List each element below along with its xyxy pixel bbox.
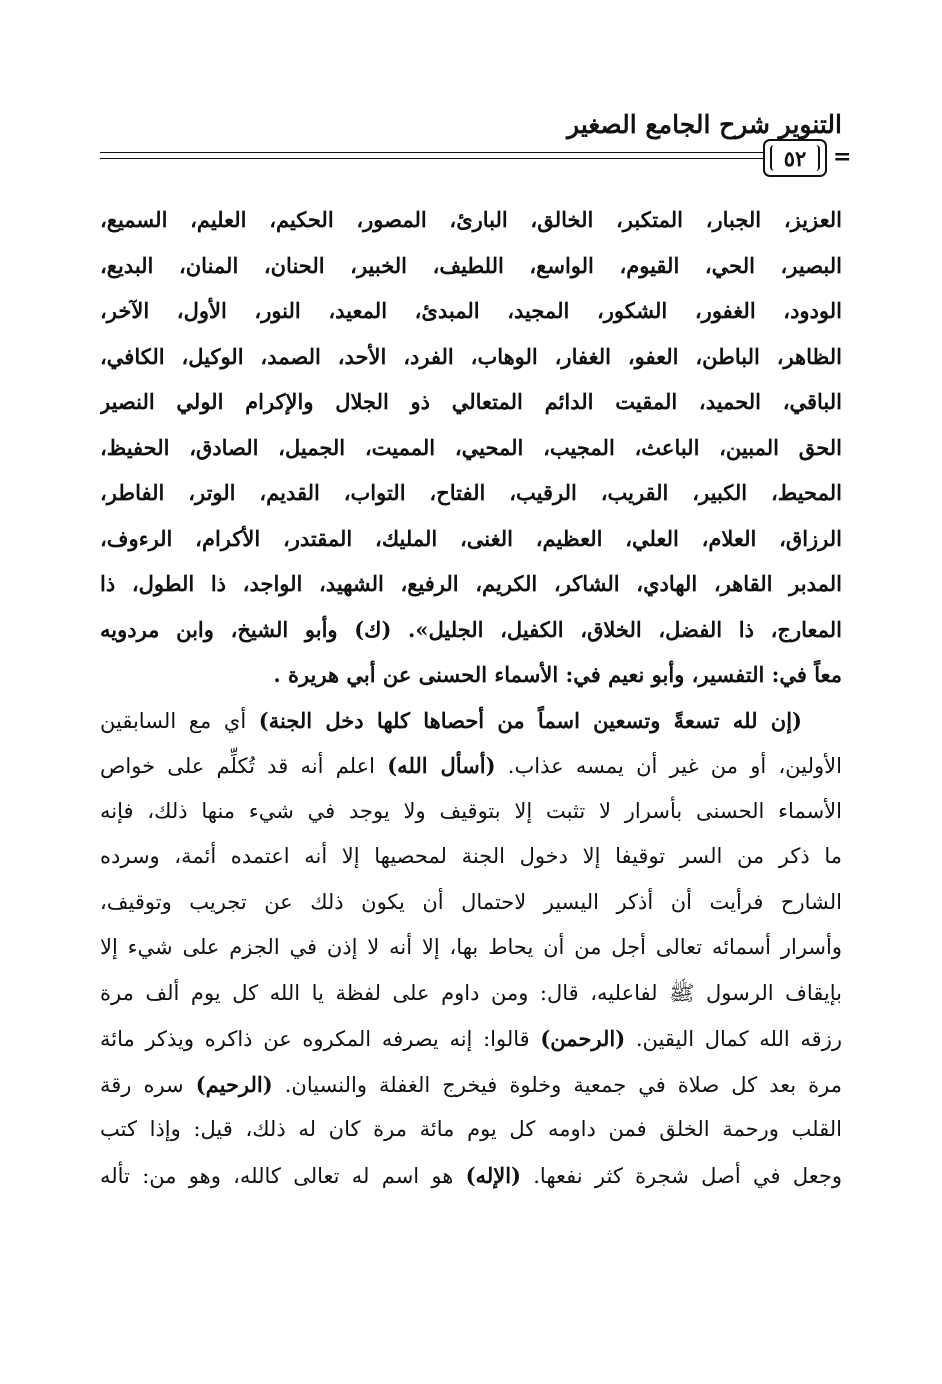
hadith-quote: (إن لله تسعةً وتسعين اسماً من أحصاها كلها دخل الجنة) xyxy=(258,707,802,733)
text-line: الودود، الغفور، الشكور، المجيد، المبدئ، المعيد، النور، الأول، الآخر، xyxy=(100,298,842,323)
text-line xyxy=(100,1062,842,1108)
text-line: الشارح فرأيت أن أذكر اليسير لاحتمال أن يكون ذلك عن تجريب وتوقيف، xyxy=(100,889,842,914)
text-line xyxy=(100,743,842,789)
page-body xyxy=(100,197,842,1198)
text-line: الباقي، الحميد، المقيت الدائم المتعالي ذو الجلال والإكرام الولي النصير xyxy=(100,389,842,414)
page-header xyxy=(100,108,852,188)
text-line: الأسماء الحسنى بأسرار لا تثبت إلا بتوقيف ولا يوجد في شيء منها ذلك، فإنه xyxy=(100,798,842,823)
name-heading: (الرحيم) xyxy=(195,1071,273,1097)
text-segment: وجعل في أصل شجرة كثر نفعها. xyxy=(520,1163,842,1188)
text-line: بإيقاف الرسول ﷺ لفاعليه، قال: ومن داوم على لفظة يا الله كل يوم ألف مرة xyxy=(100,980,842,1005)
text-line xyxy=(100,1153,842,1199)
header-rule-upper xyxy=(100,152,763,153)
text-line: معاً في: التفسير، وأبو نعيم في: الأسماء الحسنى عن أبي هريرة . xyxy=(273,662,842,687)
text-line: البصير، الحي، القيوم، الواسع، اللطيف، الخبير، الحنان، المنان، البديع، xyxy=(100,252,842,278)
name-heading: (الرحمن) xyxy=(540,1026,626,1051)
name-heading: (أسأل الله) xyxy=(387,753,496,778)
text-line: وأسرار أسمائه تعالى أجل من أن يحاط بها، إلا أنه لا إذن في الجزم على شيء إلا xyxy=(100,935,842,959)
text-segment: الأولين، أو من غير أن يمسه عذاب. xyxy=(495,754,842,778)
text-line: ما ذكر من السر توقيفا إلا دخول الجنة لمحصيها إلا أنه اعتمده أئمة، وسرده xyxy=(100,844,842,868)
text-line xyxy=(100,1016,842,1062)
text-line: العزيز، الجبار، المتكبر، الخالق، البارئ، المصور، الحكيم، العليم، السميع، xyxy=(100,207,842,232)
text-segment: أي مع السابقين xyxy=(100,708,259,733)
page-number: ٥٢ xyxy=(783,145,807,171)
text-segment: قالوا: إنه يصرفه المكروه عن ذاكره ويذكر مائة xyxy=(100,1027,541,1051)
text-segment: اعلم أنه قد تُكلِّم على خواص xyxy=(100,754,388,778)
text-line xyxy=(100,698,842,744)
text-line: الرزاق، العلام، العلي، العظيم، الغنى، المليك، المقتدر، الأكرام، الرءوف، xyxy=(100,525,842,551)
header-rule-lower xyxy=(100,158,763,159)
text-segment: هو اسم له تعالى كالله، وهو من: تأله xyxy=(100,1163,466,1188)
text-line: المدبر القاهر، الهادي، الشاكر، الكريم، الرفيع، الشهيد، الواجد، ذا الطول، ذا xyxy=(100,571,842,596)
text-line: المعارج، ذا الفضل، الخلاق، الكفيل، الجليل». (ك) وأبو الشيخ، وابن مردويه xyxy=(100,616,842,642)
text-segment: سره رقة xyxy=(100,1072,196,1097)
text-line: القلب ورحمة الخلق فمن داومه كل يوم مائة مرة كان له ذلك، قيل: وإذا كتب xyxy=(100,1117,842,1141)
page-number-box xyxy=(763,139,827,177)
text-line: الظاهر، الباطن، العفو، الغفار، الوهاب، الفرد، الأحد، الصمد، الوكيل، الكافي، xyxy=(100,343,842,369)
page-number-mark: = xyxy=(833,144,852,170)
book-title: التنوير شرح الجامع الصغير xyxy=(567,110,842,139)
text-segment: رزقه الله كمال اليقين. xyxy=(625,1027,842,1051)
text-line: الحق المبين، الباعث، المجيب، المحيي، المميت، الجميل، الصادق، الحفيظ، xyxy=(100,434,842,460)
name-heading: (الإله) xyxy=(465,1162,521,1188)
text-segment: مرة بعد كل صلاة في جمعية وخلوة فيخرج الغفلة والنسيان. xyxy=(272,1072,842,1097)
text-line: المحيط، الكبير، القريب، الرقيب، الفتاح، التواب، القديم، الوتر، الفاطر، xyxy=(100,480,842,505)
